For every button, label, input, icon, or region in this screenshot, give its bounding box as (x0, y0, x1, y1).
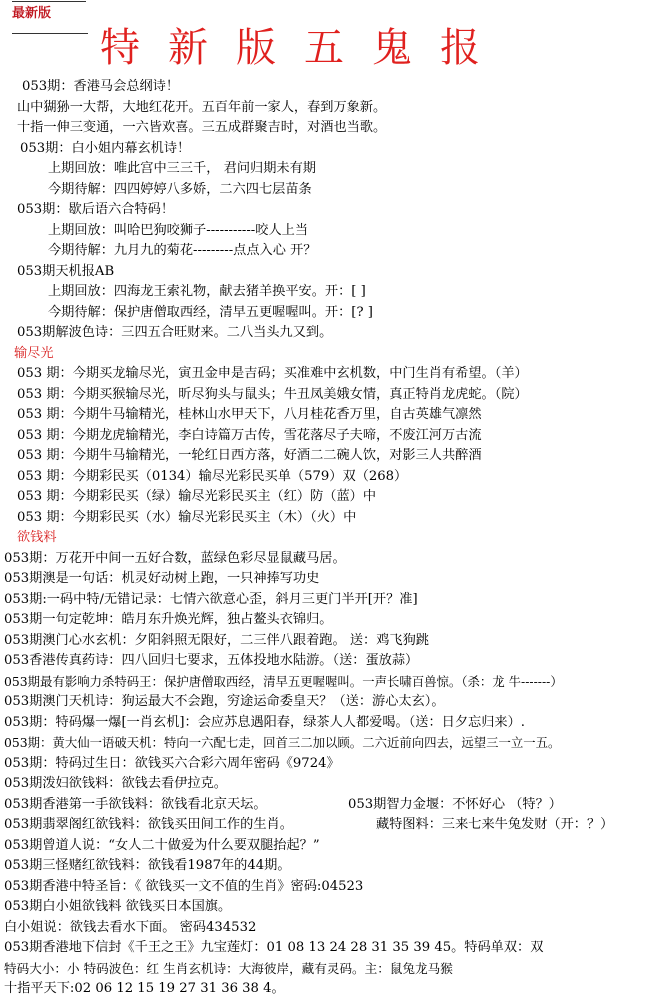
text-line: 053期：万花开中间一五好合数，蓝绿色彩尽显鼠藏马居。 (4, 550, 346, 566)
text-line: 053期白小姐欲钱料 欲钱买日本国旗。 (4, 899, 232, 914)
text-line: 053期：歇后语六合特码！ (17, 202, 175, 217)
text-line: 上期回放：唯此宫中三三千， 君问归期未有期 (48, 161, 316, 176)
text-line: 053期：特码爆一爆[一肖玄机]：会应苏息遇阳春，绿茶人人都爱喝。（送：日夕忘归来）. (4, 714, 525, 730)
header-label: 最新版 (12, 6, 52, 21)
text-line: 053期：香港马会总纲诗！ (22, 79, 180, 94)
text-line: 053 期：今期彩民买（绿）输尽光彩民买主（红）防（蓝）中 (17, 489, 377, 504)
text-line: 053期泼妇欲钱料：欲钱去看伊拉克。 (4, 776, 227, 791)
section-heading-want-money: 欲钱料 (17, 530, 57, 545)
text-line: 上期回放：四海龙王索礼物，献去猪羊换平安。开：[ ] (48, 284, 366, 299)
header-rule-bottom (12, 33, 88, 34)
text-line: 053 期：今期龙虎输精光，李白诗篇万古传，雪花落尽子夫啼，不废江河万古流 (17, 427, 482, 443)
text-line: 053期澳是一句话：机灵好动树上跑，一只神捧写功史 (4, 571, 320, 586)
text-line: 053期曾道人说：“女人二十做爱为什么要双腿抬起？” (4, 837, 320, 853)
text-line: 053期三怪赌红欲钱料：欲钱看1987年的44期。 (4, 858, 291, 873)
text-line: 今期待解：四四婷婷八多娇，二六四七层苗条 (48, 181, 312, 197)
text-line: 053 期：今期买猴输尽光，昕尽狗头与鼠头；牛丑凤美娥女情，真正特肖龙虎蛇。（院） (17, 386, 528, 402)
text-line: 053香港传真药诗：四八回归七要求，五体投地水陆游。（送：蛋放蒜） (4, 653, 419, 668)
text-line: 053期最有影响力杀特码王：保护唐僧取西经，清早五更喔喔叫。一声长啸百兽惊。（杀：龙 牛-------） (4, 673, 563, 689)
section-heading-lose-all: 输尽光 (14, 345, 54, 361)
text-line: 053 期：今期彩民买（水）输尽光彩民买主（木）（火）中 (17, 509, 357, 525)
text-line: 053 期：今期牛马输精光，一轮红日西方落，好酒二二碗人饮，对影三人共醉酒 (17, 448, 482, 463)
text-line: 053期澳门天机诗：狗运最大不会跑，穷途运命委皇天？（送：游心太玄）。 (4, 694, 445, 709)
text-line: 053 期：今期彩民买（0134）输尽光彩民买单（579）双（268） (17, 468, 408, 484)
text-line: 白小姐说：欲钱去看水下面。 密码434532 (4, 919, 257, 935)
text-line: 053期香港地下信封《千王之王》九宝莲灯：01 08 13 24 28 31 35 39 45。特码单双：双 (4, 940, 544, 955)
text-line: 053 期：今期买龙输尽光，寅丑金申是吉码；买准难中玄机数，中门生肖有希望。（羊） (17, 366, 528, 381)
text-line: 上期回放：叫哈巴狗咬狮子-----------咬人上当 (48, 222, 309, 238)
text-line: 十指一伸三变通，一六皆欢喜。三五成群聚吉时，对酒也当歌。 (17, 120, 387, 135)
text-line: 053期澳门心水玄机：夕阳斜照无限好，二三伴八跟着跑。 送：鸡飞狗跳 (4, 632, 429, 648)
text-line: 今期待解：保护唐僧取西经，清早五更喔喔叫。开：[? ] (48, 304, 373, 320)
text-line: 053期香港中特圣旨：《 欲钱买一文不值的生肖》密码:04523 (4, 878, 364, 894)
text-line: 053期香港第一手欲钱料：欲钱看北京天坛。 (4, 796, 267, 812)
text-line: 053 期：今期牛马输精光，桂林山水甲天下，八月桂花香万里，自古英雄气凛然 (17, 407, 482, 422)
text-line: 053期翡翠阁红欲钱料：欲钱买田间工作的生肖。 (4, 817, 293, 832)
text-line: 特码大小：小 特码波色：红 生肖玄机诗：大海彼岸，藏有灵码。主：鼠兔龙马猴 (4, 960, 453, 976)
text-line: 053期解波色诗：三四五合旺财来。二八当头九又到。 (17, 325, 333, 340)
text-line: 山中猢狲一大帮，大地红花开。五百年前一家人，春到万象新。 (17, 99, 387, 115)
page-title: 特新版五鬼报 (100, 25, 508, 71)
text-line: 053期:一码中特/无错记录：七情六欲意心歪，斜月三更门半开[开？准] (4, 591, 418, 607)
text-line: 053期一句定乾坤：皓月东升焕光辉，独占鳌头衣锦归。 (4, 612, 333, 627)
text-line: 053期：黄大仙一语破天机：特向一六配七走，回首三二加以顾。二六近前向四去，远望三一立一五。 (4, 735, 561, 750)
text-line: 053期：白小姐内幕玄机诗！ (20, 140, 191, 156)
text-line: 053期智力金堰：不怀好心 （特？） (348, 796, 562, 812)
text-line: 今期待解：九月九的菊花---------点点入心 开？ (48, 243, 317, 258)
text-line: 藏特图料：三来七来牛兔发财（开：？） (376, 817, 614, 832)
text-line: 053期：特码过生日：欲钱买六合彩六周年密码《9724》 (4, 755, 340, 771)
text-line: 053期天机报AB (17, 263, 115, 279)
text-line: 十指平天下:02 06 12 15 19 27 31 36 38 4。 (4, 981, 285, 996)
